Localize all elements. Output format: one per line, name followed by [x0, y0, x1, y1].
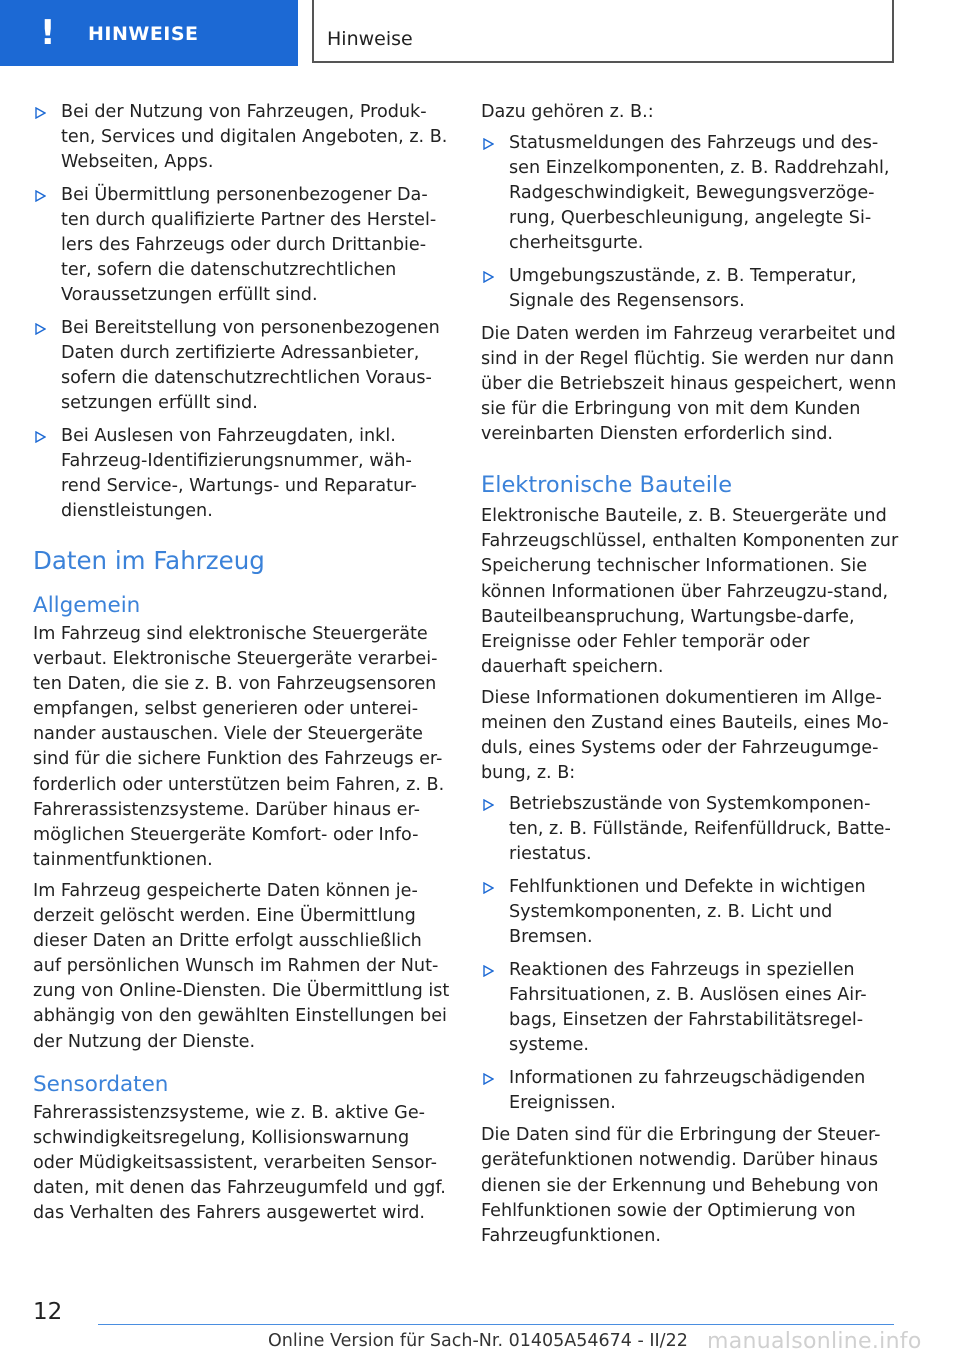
page-header: [0, 0, 960, 66]
list-item: Reaktionen des Fahrzeugs in speziellen Fahrsituationen, z. B. Auslösen eines Air-bags, Einsetzen der Fahrstabilitätsregel-systeme.: [481, 958, 899, 1058]
list-item: Umgebungszustände, z. B. Temperatur, Signale des Regensensors.: [481, 264, 899, 314]
triangle-right-icon: [483, 271, 494, 283]
paragraph: Im Fahrzeug gespeicherte Daten können je-derzeit gelöscht werden. Eine Übermittlung dieser Daten an Dritte erfolgt ausschließlich auf persönlichen Wunsch im Rahmen der Nut-zung von Online-Diensten. Die Übermittlung ist abhängig von den gewählten Einstellungen bei der Nutzung der Dienste.: [33, 880, 450, 1052]
section-tab: [0, 0, 298, 66]
triangle-right-icon: [483, 799, 494, 811]
list-item: Betriebszustände von Systemkomponen-ten, z. B. Füllstände, Reifenfülldruck, Batte-riestatus.: [481, 792, 899, 867]
triangle-right-icon: [35, 431, 46, 443]
watermark: manualsonline.info: [707, 1329, 922, 1354]
section-tab-label: HINWEISE: [88, 23, 199, 45]
triangle-right-icon: [483, 138, 494, 150]
section-heading: Daten im Fahrzeug: [33, 546, 265, 575]
bullet-list: [481, 792, 899, 1116]
list-item: Statusmeldungen des Fahrzeugs und des-sen Einzelkomponenten, z. B. Raddrehzahl, Radgeschwindigkeit, Bewegungsverzöge-rung, Querbeschleunigung, angelegte Si-cherheitsgurte.: [481, 131, 899, 256]
section-heading: Elektronische Bauteile: [481, 472, 733, 499]
paragraph: Die Daten werden im Fahrzeug verarbeitet und sind in der Regel flüchtig. Sie werden nur dann über die Betriebszeit hinaus gespeichert, wenn sie für die Erbringung von mit dem Kunden vereinbarten Diensten erforderlich sind.: [481, 323, 897, 445]
triangle-right-icon: [35, 190, 46, 202]
paragraph: Elektronische Bauteile, z. B. Steuergeräte und Fahrzeugschlüssel, enthalten Komponenten zur Speicherung technischer Informationen. Sie können Informationen über Fahrzeugzu-stand, Bauteilbeanspruchung, Wartungsbe-darfe, Ereignisse oder Fehler temporär oder dauerhaft speichern.: [481, 506, 899, 677]
subsection-heading: Sensordaten: [33, 1071, 169, 1097]
list-item: Bei Auslesen von Fahrzeugdaten, inkl. Fahrzeug-Identifizierungsnummer, wäh-rend Service-, Wartungs- und Reparatur-dienstleistungen.: [33, 424, 451, 524]
triangle-right-icon: [483, 965, 494, 977]
breadcrumb: Hinweise: [327, 28, 413, 50]
bullet-list: [33, 100, 451, 524]
triangle-right-icon: [35, 323, 46, 335]
list-item: Fehlfunktionen und Defekte in wichtigen Systemkomponenten, z. B. Licht und Bremsen.: [481, 875, 899, 950]
footer-divider: [98, 1324, 894, 1325]
list-item: Bei der Nutzung von Fahrzeugen, Produk-ten, Services und digitalen Angeboten, z. B. Webseiten, Apps.: [33, 100, 451, 175]
paragraph: Im Fahrzeug sind elektronische Steuergeräte verbaut. Elektronische Steuergeräte verarbei-ten Daten, die sie z. B. von Fahrzeugsensoren empfangen, selbst generieren oder unterei-nander austauschen. Viele der Steuergeräte sind für die sichere Funktion des Fahrzeugs er-forderlich oder unterstützen beim Fahren, z. B. Fahrerassistenzsysteme. Darüber hinaus er-möglichen Steuergeräte Komfort- oder Info-tainmentfunktionen.: [33, 624, 445, 870]
subsection-heading: Allgemein: [33, 593, 141, 618]
triangle-right-icon: [35, 107, 46, 119]
triangle-right-icon: [483, 1073, 494, 1085]
exclamation-icon: !: [40, 13, 56, 53]
left-column: [33, 100, 451, 1232]
paragraph: Die Daten sind für die Erbringung der Steuer-gerätefunktionen notwendig. Darüber hinaus dienen sie der Erkennung und Behebung von Fehlfunktionen sowie der Optimierung von Fahrzeugfunktionen.: [481, 1125, 881, 1246]
list-item: Bei Bereitstellung von personenbezogenen Daten durch zertifizierte Adressanbieter, sofern die datenschutzrechtlichen Voraus-setzungen erfüllt sind.: [33, 316, 451, 416]
paragraph: Fahrerassistenzsysteme, wie z. B. aktive Ge-schwindigkeitsregelung, Kollisionswarnung oder Müdigkeitsassistent, verarbeiten Sensor-daten, mit denen das Fahrzeugumfeld und ggf. das Verhalten des Fahrers ausgewertet wird.: [33, 1102, 446, 1223]
page-number: 12: [33, 1299, 63, 1325]
triangle-right-icon: [483, 882, 494, 894]
list-item: Informationen zu fahrzeugschädigenden Ereignissen.: [481, 1066, 899, 1116]
paragraph: Diese Informationen dokumentieren im Allge-meinen den Zustand eines Bauteils, eines Mo-duls, eines Systems oder der Fahrzeugumge-bung, z. B:: [481, 687, 889, 784]
list-item: Bei Übermittlung personenbezogener Da-ten durch qualifizierte Partner des Herstel-lers des Fahrzeugs oder durch Drittanbie-ter, sofern die datenschutzrechtlichen Voraussetzungen erfüllt sind.: [33, 183, 451, 308]
bullet-list: [481, 131, 899, 314]
footer-online-version: Online Version für Sach-Nr. 01405A54674 - II/22: [268, 1331, 688, 1351]
paragraph: Dazu gehören z. B.:: [481, 102, 654, 122]
right-column: [481, 100, 899, 1255]
